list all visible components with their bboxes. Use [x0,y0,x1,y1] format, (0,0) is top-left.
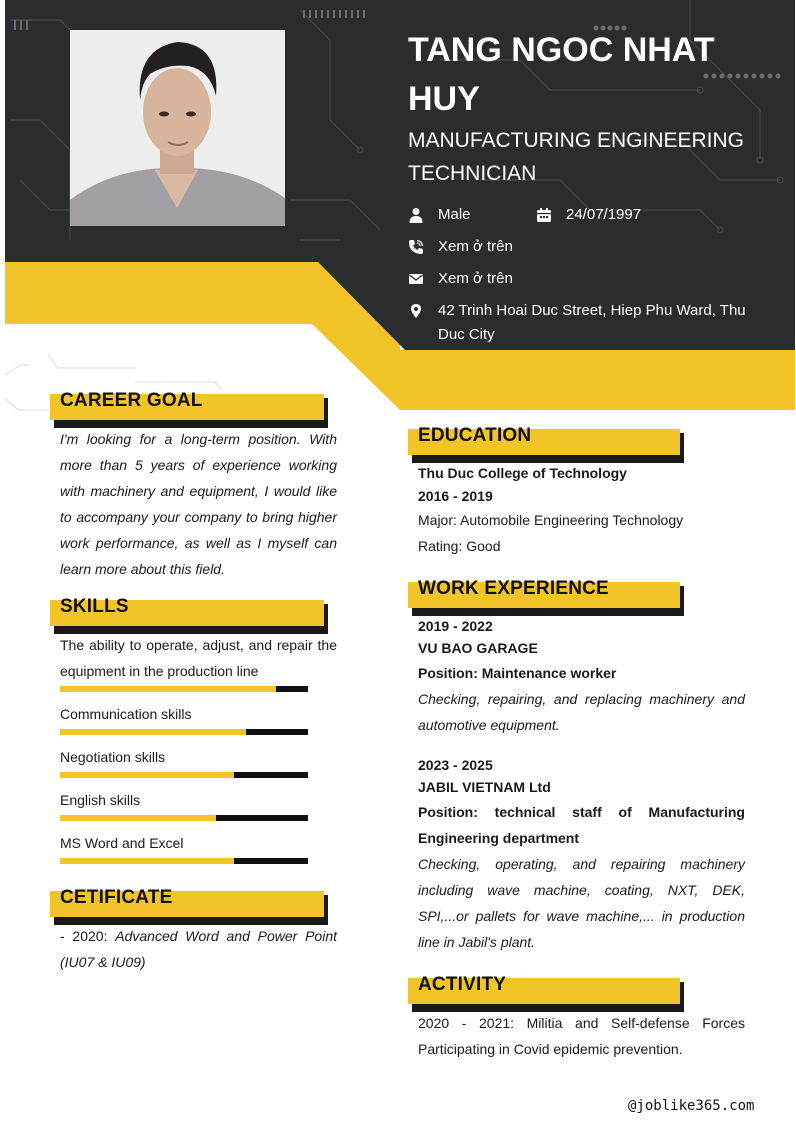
birthdate-value: 24/07/1997 [566,206,642,223]
job-company: JABIL VIETNAM Ltd [418,779,551,795]
phone-icon [408,239,424,255]
user-icon [408,207,424,223]
skill-label: English skills [60,792,141,808]
education-rating: Rating: Good [418,538,501,554]
skill-bar [60,729,308,735]
job-title: MANUFACTURING ENGINEERING TECHNICIAN [408,129,745,185]
skill-level-fill [60,815,216,821]
job-description: Checking, repairing, and replacing machinery and automotive equipment. [418,691,745,733]
job-period: 2023 - 2025 [418,757,493,773]
education-school: Thu Duc College of Technology [418,465,627,481]
certificate-heading: CETIFICATE [50,887,324,917]
skill-bar [60,858,308,864]
gender-value: Male [438,206,471,223]
job-position: Position: Maintenance worker [418,665,617,681]
education-major: Major: Automobile Engineering Technology [418,512,684,528]
activity-heading: ACTIVITY [408,974,680,1004]
job-position: Position: technical staff of Manufacturing Engineering department [418,804,745,846]
work-experience-heading: WORK EXPERIENCE [408,578,680,608]
envelope-icon [408,271,424,287]
candidate-name: TANG NGOC NHAT HUY [408,31,715,118]
profile-photo [70,30,285,226]
map-pin-icon [408,303,424,319]
skill-label: Communication skills [60,706,192,722]
skill-level-fill [60,772,234,778]
skill-label: Negotiation skills [60,749,166,765]
certificate-year: - 2020: [60,928,108,944]
job-company: VU BAO GARAGE [418,640,538,656]
skill-level-fill [60,686,276,692]
job-description: Checking, operating, and repairing machinery including wave machine, coating, NXT, DEK, SPI,...or pallets for wave machine,... in production line in Jabil's plant. [418,856,753,950]
skill-label: The ability to operate, adjust, and repair the equipment in the production line [60,637,337,679]
career-goal-heading: CAREER GOAL [50,390,324,420]
watermark: @joblike365.com [628,1098,755,1114]
calendar-icon [536,207,552,223]
skill-level-fill [60,729,246,735]
email-value: Xem ở trên [438,270,513,287]
skill-bar [60,772,308,778]
skills-heading: SKILLS [50,596,324,626]
skill-label: MS Word and Excel [60,835,184,851]
job-period: 2019 - 2022 [418,618,493,634]
career-goal-text: I'm looking for a long-term position. With more than 5 years of experience working with machinery and equipment, I would like to accompany your company to bring higher work performance, as well as I myself can learn more about this field. [60,431,337,577]
certificate-text [60,923,337,975]
education-period: 2016 - 2019 [418,488,493,504]
skill-bar [60,686,308,692]
skill-bar [60,815,308,821]
phone-value: Xem ở trên [438,238,513,255]
certificate-name: Advanced Word and Power Point (IU07 & IU09) [60,928,337,970]
address-value: 42 Trinh Hoai Duc Street, Hiep Phu Ward, Thu Duc City [438,302,746,343]
education-heading: EDUCATION [408,425,680,455]
activity-text: 2020 - 2021: Militia and Self-defense Forces Participating in Covid epidemic prevention. [418,1015,745,1057]
skill-level-fill [60,858,234,864]
